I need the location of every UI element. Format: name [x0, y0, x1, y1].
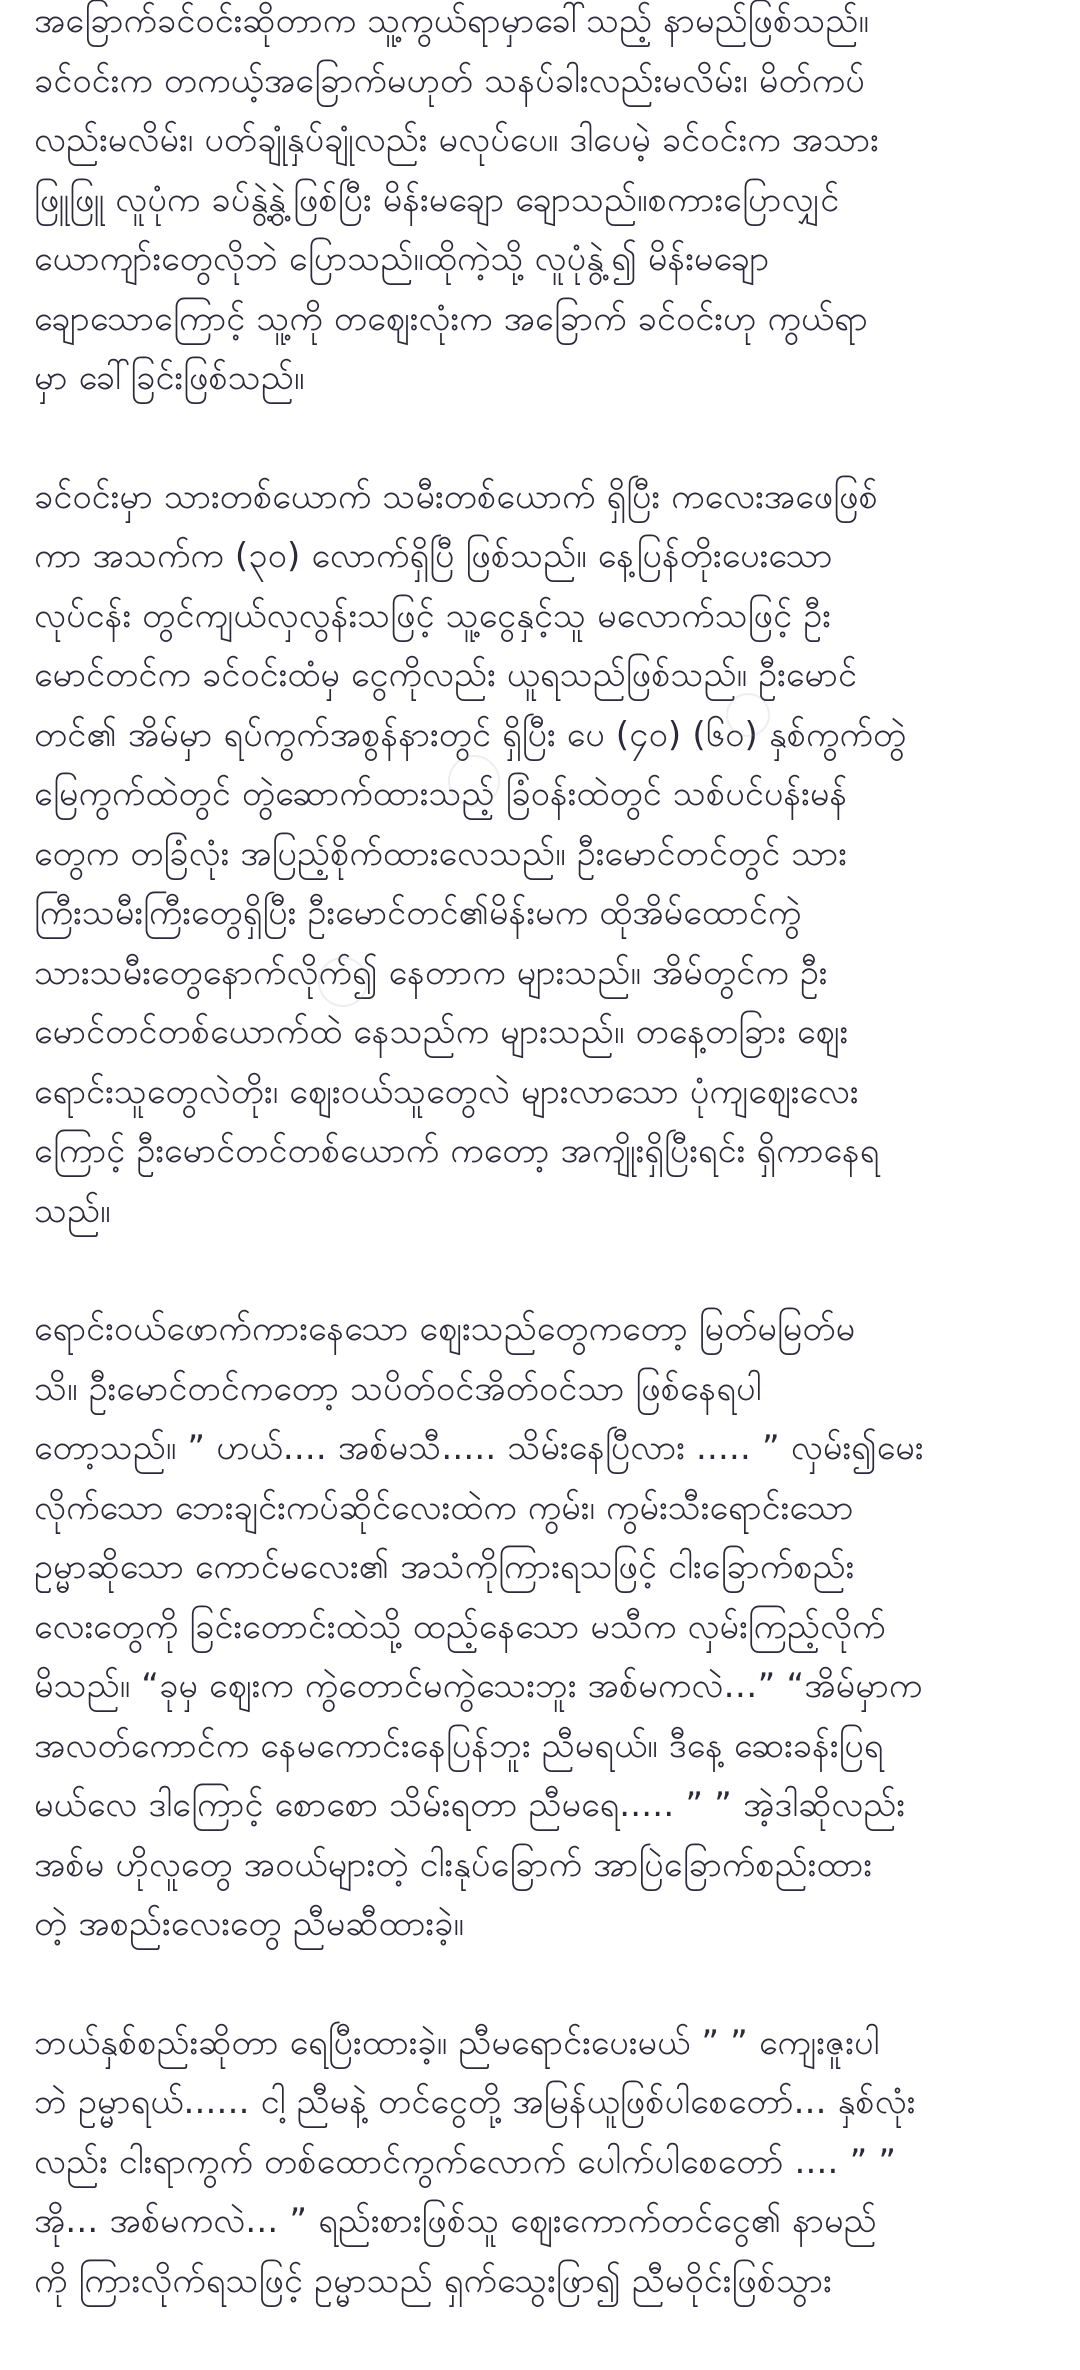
text-line: တဲ့ အစည်းလေးတွေ ညီမဆီထားခဲ့။ — [34, 1904, 464, 1944]
text-line: မြေကွက်ထဲတွင် တွဲဆောက်ထားသည့် ခြံဝန်းထဲတွင် သစ်ပင်ပန်းမန် — [34, 774, 848, 814]
paragraph — [34, 0, 1046, 409]
text-line: ရောင်းဝယ်ဖောက်ကားနေသော ဈေးသည်တွေကတော့ မြတ်မမြတ်မ — [34, 1309, 856, 1349]
text-line: ကြီးသမီးကြီးတွေရှိပြီး ဦးမောင်တင်၏မိန်းမက ထိုအိမ်ထောင်ကွဲ — [34, 893, 802, 933]
text-line: ကို ကြားလိုက်ရသဖြင့် ဥမ္မာသည် ရှက်သွေးဖြာ၍ ညီမဝိုင်းဖြစ်သွား — [34, 2260, 832, 2301]
text-line: မယ်လေ ဒါကြောင့် စောစော သိမ်းရတာ ညီမရေ..... ” ” အဲ့ဒါဆိုလည်း — [34, 1785, 906, 1825]
text-line: ခင်ဝင်းက တကယ့်အခြောက်မဟုတ် သနပ်ခါးလည်းမလိမ်း၊ မိတ်ကပ် — [34, 60, 865, 101]
text-line: သည်။ — [34, 1190, 111, 1231]
text-line: လိုက်သော ဘေးချင်းကပ်ဆိုင်လေးထဲက ကွမ်း၊ ကွမ်းသီးရောင်းသော — [34, 1487, 854, 1528]
text-line: ဘဲ ဥမ္မာရယ်...... ငါ့ ညီမနဲ့ တင်ငွေတို့ အမြန်ယူဖြစ်ပါစေတော်... နှစ်လုံး — [34, 2082, 916, 2122]
text-line: ယောကျာ်းတွေလိုဘဲ ပြောသည်။ထိုကဲ့သို့ လူပုံနွဲ့၍ မိန်းမချော — [34, 239, 770, 279]
text-line: ရောင်းသူတွေလဲတိုး၊ ဈေးဝယ်သူတွေလဲ များလာသော ပုံကျဈေးလေး — [34, 1071, 859, 1112]
text-line: ဖြူဖြူ လူပုံက ခပ်နွဲ့နွဲ့ဖြစ်ပြီး မိန်းမချော ချောသည်။စကားပြောလျှင် — [34, 179, 840, 220]
text-line: ကြောင့် ဦးမောင်တင်တစ်ယောက် ကတော့ အကျိုးရှိပြီးရင်း ရှိကာနေရ — [34, 1131, 880, 1171]
text-line: တွေက တခြံလုံး အပြည့်စိုက်ထားလေသည်။ ဦးမောင်တင်တွင် သား — [34, 833, 847, 874]
text-line: မောင်တင်တစ်ယောက်ထဲ နေသည်က များသည်။ တနေ့တခြား ဈေး — [34, 1012, 849, 1052]
text-line: လည်း ငါးရာကွက် တစ်ထောင်ကွက်လောက် ပေါက်ပါစေတော် .... ” ” — [34, 2141, 897, 2182]
text-line: ခင်ဝင်းမှာ သားတစ်ယောက် သမီးတစ်ယောက် ရှိပြီး ကလေးအဖေဖြစ် — [34, 476, 878, 517]
text-line: တော့သည်။ ” ဟယ်.... အစ်မသီ..... သိမ်းနေပြီလား ..... ” လှမ်း၍မေး — [34, 1428, 924, 1468]
text-line: ဥမ္မာဆိုသော ကောင်မလေး၏ အသံကိုကြားရသဖြင့် ငါးခြောက်စည်း — [34, 1547, 855, 1587]
text-line: အလတ်ကောင်က နေမကောင်းနေပြန်ဘူး ညီမရယ်။ ဒီနေ့ ဆေးခန်းပြရ — [34, 1725, 884, 1766]
text-line: အို... အစ်မကလဲ... ” ရည်းစားဖြစ်သူ ဈေးကောက်တင်ငွေ၏ နာမည် — [34, 2201, 877, 2241]
text-line: သိ။ ဦးမောင်တင်ကတော့ သပိတ်ဝင်အိတ်ဝင်သာ ဖြစ်နေရပါ — [34, 1368, 762, 1409]
text-line: တင်၏ အိမ်မှာ ရပ်ကွက်အစွန်နားတွင် ရှိပြီး ပေ (၄၀) (၆၀) နှစ်ကွက်တွဲ — [34, 714, 907, 755]
text-line: လည်းမလိမ်း၊ ပတ်ချုံနှပ်ချုံလည်း မလုပ်ပေ။ ဒါပေမဲ့ ခင်ဝင်းက အသား — [34, 120, 879, 160]
text-line: ချောသောကြောင့် သူ့ကို တဈေးလုံးက အခြောက် ခင်ဝင်းဟု ကွယ်ရာ — [34, 298, 868, 339]
text-line: မောင်တင်က ခင်ဝင်းထံမှ ငွေကိုလည်း ယူရသည်ဖြစ်သည်။ ဦးမောင် — [34, 655, 857, 695]
text-line: ကာ အသက်က (၃၀) လောက်ရှိပြီ ဖြစ်သည်။ နေ့ပြန်တိုးပေးသော — [34, 536, 833, 576]
paragraph — [34, 2014, 1046, 2312]
text-line: မိသည်။ “ခုမှ ဈေးက ကွဲတောင်မကွဲသေးဘူး အစ်မကလဲ…” “အိမ်မှာက — [34, 1666, 923, 1706]
text-line: အခြောက်ခင်ဝင်းဆိုတာက သူ့ကွယ်ရာမှာခေါ်သည့် နာမည်ဖြစ်သည်။ — [34, 1, 869, 41]
text-line: အစ်မ ဟိုလူတွေ အဝယ်များတဲ့ ငါးနုပ်ခြောက် အာပြဲခြောက်စည်းထား — [34, 1844, 873, 1885]
text-line: သားသမီးတွေနောက်လိုက်၍ နေတာက များသည်။ အိမ်တွင်က ဦး — [34, 952, 828, 993]
text-line: ဘယ်နှစ်စည်းဆိုတာ ရေပြီးထားခဲ့။ ညီမရောင်းပေးမယ် ” ” ကျေးဇူးပါ — [34, 2022, 880, 2063]
paragraph — [34, 468, 1046, 1242]
article-body — [34, 0, 1046, 2370]
text-line: လေးတွေကို ခြင်းတောင်းထဲသို့ ထည့်နေသော မသီက လှမ်းကြည့်လိုက် — [34, 1606, 886, 1647]
text-line: လုပ်ငန်း တွင်ကျယ်လှလွန်းသဖြင့် သူ့ငွေနှင့်သူ မလောက်သဖြင့် ဦး — [34, 595, 831, 636]
paragraph — [34, 1300, 1046, 1955]
text-line: မှာ ခေါ်ခြင်းဖြစ်သည်။ — [34, 358, 305, 398]
